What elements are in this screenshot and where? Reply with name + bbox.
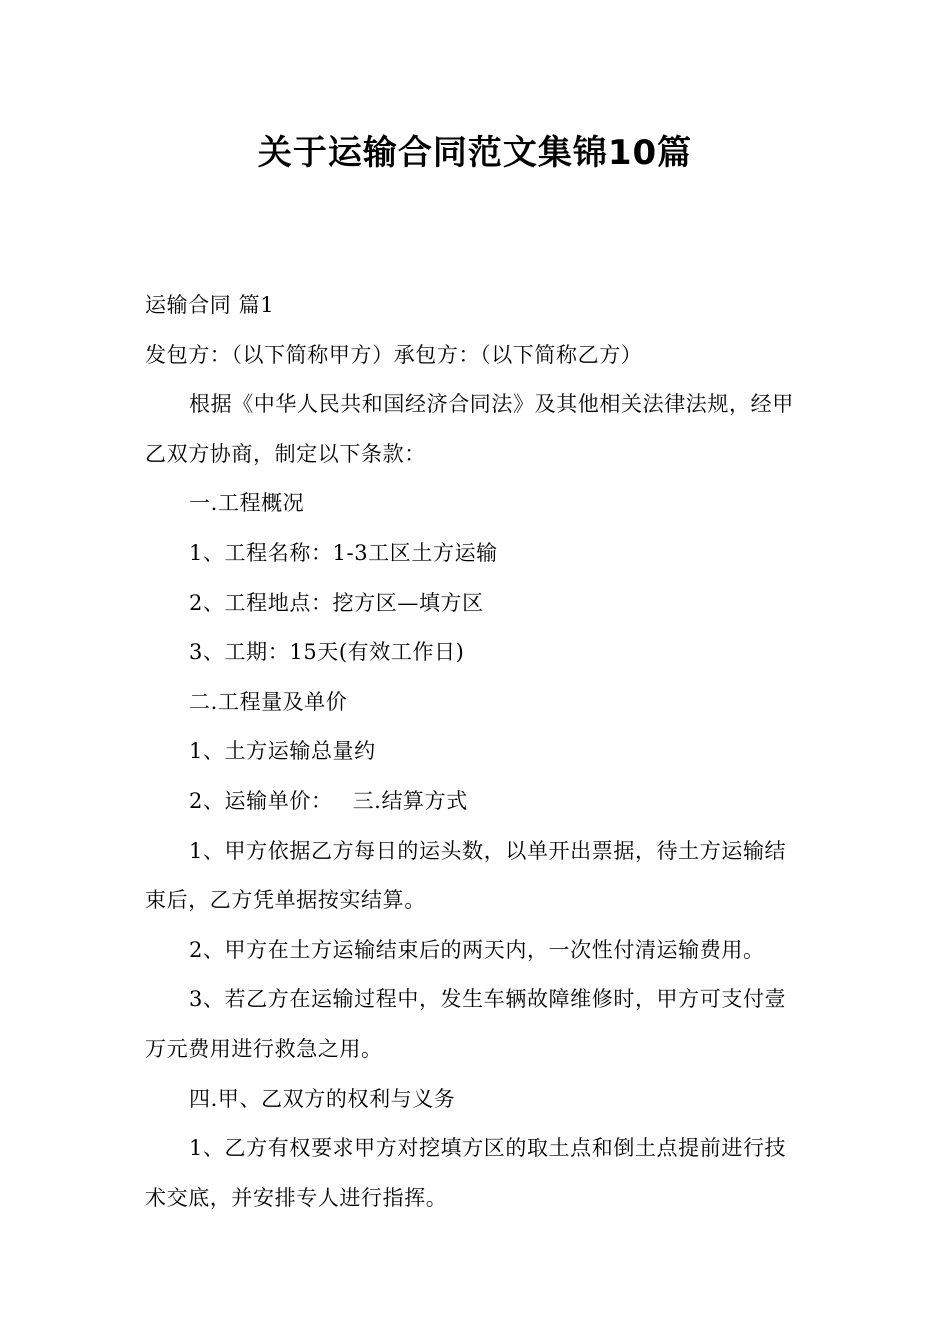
section-heading: 二.工程量及单价: [189, 689, 348, 714]
section-heading: 四.甲、乙双方的权利与义务: [189, 1086, 456, 1111]
paragraph: 根据《中华人民共和国经济合同法》及其他相关法律法规，经甲乙双方协商，制定以下条款：: [145, 392, 794, 466]
unit-price-label: 2、运输单价：: [189, 788, 333, 813]
section-heading: 三.结算方式: [352, 788, 468, 813]
paragraph: 1、甲方依据乙方每日的运头数，以单开出票据，待土方运输结束后，乙方凭单据按实结算。: [145, 838, 787, 913]
intro-line: [145, 281, 807, 380]
paragraph: 1、土方运输总量约: [189, 739, 376, 764]
unit-price-line: [145, 777, 807, 827]
paragraph: 3、工期：15天(有效工作日): [189, 640, 465, 665]
parties-text: 发包方：（以下简称甲方）承包方：（以下简称乙方）: [145, 342, 643, 367]
paragraph: 3、若乙方在运输过程中，发生车辆故障维修时，甲方可支付壹万元费用进行救急之用。: [145, 987, 787, 1061]
paragraph: 2、甲方在土方运输结束后的两天内，一次性付清运输费用。: [189, 937, 765, 962]
paragraph: 2、工程地点：挖方区—填方区: [189, 590, 484, 615]
document-title: 关于运输合同范文集锦10篇: [257, 133, 693, 173]
document-body: [145, 281, 807, 1223]
paragraph: 1、工程名称：1-3工区土方运输: [189, 540, 498, 565]
paragraph: 1、乙方有权要求甲方对挖填方区的取土点和倒土点提前进行技术交底，并安排专人进行指挥。: [145, 1136, 787, 1210]
section-heading: 一.工程概况: [189, 491, 305, 516]
contract-heading: 运输合同 篇1: [145, 293, 275, 317]
